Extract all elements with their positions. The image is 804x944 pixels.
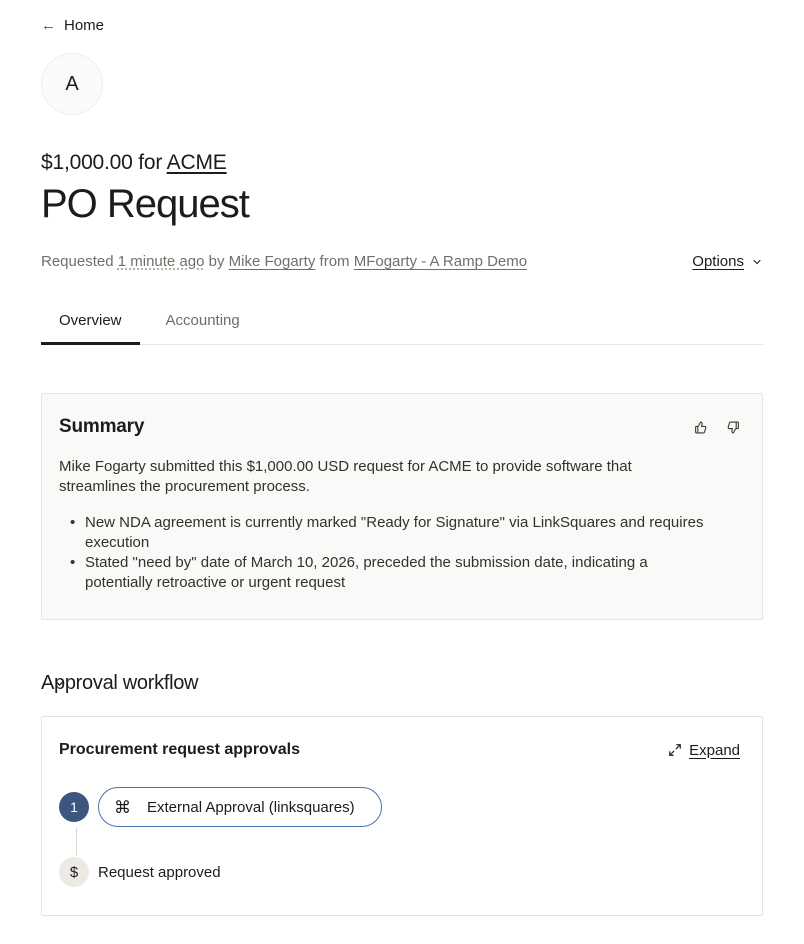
expand-label: Expand [689, 741, 740, 759]
approval-result [59, 857, 740, 887]
meta-row [41, 253, 763, 270]
from-text: from [319, 253, 350, 270]
approval-workflow [59, 787, 740, 887]
tab-accounting[interactable]: Accounting [165, 312, 240, 329]
approval-card-title: Procurement request approvals [59, 741, 300, 758]
summary-bullet: • New NDA agreement is currently marked "Ready for Signature" via LinkSquares and requires execution [59, 513, 719, 553]
summary-paragraph: Mike Fogarty submitted this $1,000.00 USD request for ACME to provide software that streamlines the procurement process. [59, 458, 632, 495]
approval-card [41, 716, 763, 916]
requester-link[interactable]: Mike Fogarty [228, 253, 316, 270]
expand-icon [668, 743, 682, 757]
summary-feedback [694, 421, 740, 434]
back-home-link[interactable] [41, 17, 104, 34]
amount-for-text: for [138, 151, 163, 174]
back-row [41, 0, 763, 35]
back-home-label: Home [64, 17, 105, 34]
vendor-avatar [41, 53, 103, 115]
chevron-down-icon [751, 256, 763, 268]
amount-value: $1,000.00 [41, 151, 133, 174]
vendor-link[interactable]: ACME [166, 151, 227, 174]
options-label: Options [692, 253, 744, 270]
approval-workflow-title: Approval workflow [41, 672, 199, 694]
summary-title: Summary [59, 416, 145, 437]
arrow-left-icon: ← [41, 17, 56, 34]
vendor-avatar-letter: A [65, 72, 79, 95]
entity-link[interactable]: MFogarty - A Ramp Demo [353, 253, 528, 270]
thumbs-down-icon[interactable] [727, 421, 740, 434]
summary-card [41, 393, 763, 620]
expand-button[interactable] [668, 742, 740, 759]
approval-result-label: Request approved [98, 863, 221, 881]
options-button[interactable] [692, 253, 763, 270]
amount-subtitle [41, 151, 763, 175]
collapse-chevron-icon[interactable] [53, 677, 66, 690]
approval-step [59, 787, 740, 827]
dollar-icon: $ [59, 857, 89, 887]
tab-overview[interactable]: Overview [41, 302, 140, 344]
summary-bullet-list [59, 513, 740, 593]
step-number-badge: 1 [59, 792, 89, 822]
summary-header [59, 416, 740, 438]
summary-bullet: • Stated "need by" date of March 10, 2026, preceded the submission date, indicating a potentially retroactive or urgent request [59, 553, 719, 593]
thumbs-up-icon[interactable] [694, 421, 707, 434]
tab-bar [41, 302, 763, 345]
approval-workflow-header [41, 672, 763, 695]
requested-text: Requested [41, 253, 114, 270]
command-icon: ⌘ [114, 797, 131, 817]
by-text: by [208, 253, 225, 270]
requested-time[interactable]: 1 minute ago [117, 253, 205, 270]
workflow-connector-line [76, 828, 77, 856]
approver-pill[interactable] [98, 787, 382, 827]
request-meta [41, 253, 527, 270]
approval-card-header [59, 741, 740, 759]
approver-pill-label: External Approval (linksquares) [147, 798, 355, 816]
page-title: PO Request [41, 182, 249, 226]
